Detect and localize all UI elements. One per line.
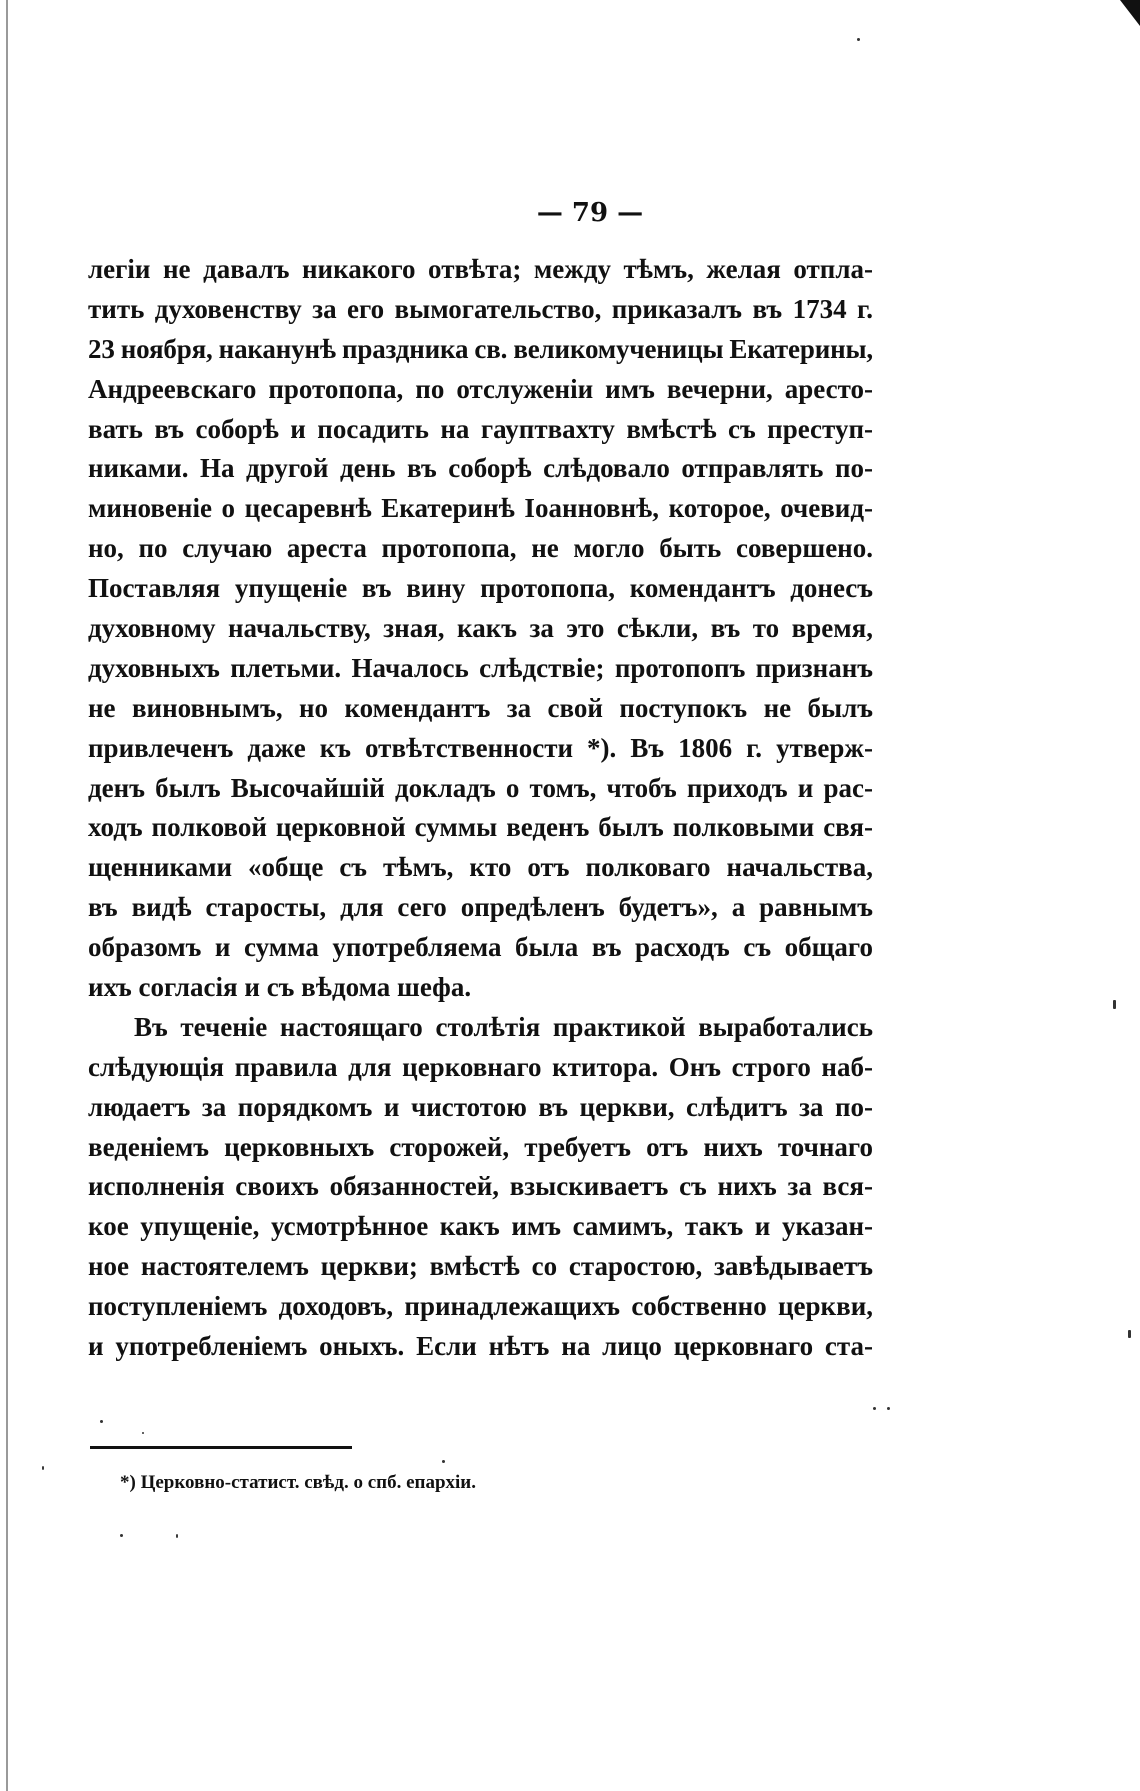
text-line: слѣдующія правила для церковнаго ктитора. Онъ строго наб-: [88, 1051, 873, 1082]
scan-speck: [142, 1432, 144, 1434]
scan-speck: [42, 1466, 44, 1470]
text-line: ходъ полковой церковной суммы веденъ былъ полковыми свя-: [88, 812, 873, 843]
scan-speck: [100, 1420, 103, 1423]
text-line: не виновнымъ, но комендантъ за свой поступокъ не былъ: [88, 692, 873, 723]
text-line: кое упущеніе, усмотрѣнное какъ имъ самимъ, такъ и указан-: [88, 1211, 873, 1242]
text-line: веденіемъ церковныхъ сторожей, требуетъ отъ нихъ точнаго: [88, 1131, 873, 1162]
text-line: вать въ соборѣ и посадить на гауптвахту вмѣстѣ съ преступ-: [88, 413, 873, 444]
text-line: Андреевскаго протопопа, по отслуженіи имъ вечерни, аресто-: [88, 373, 873, 404]
text-line: ихъ согласія и съ вѣдома шефа.: [88, 972, 472, 1003]
scan-speck: [120, 1534, 123, 1537]
corner-mark: [1120, 0, 1140, 26]
footnote: *) Церковно-статист. свѣд. о спб. епархіи.: [120, 1472, 476, 1493]
text-line: въ видѣ старосты, для сего опредѣленъ будетъ», а равнымъ: [88, 892, 873, 923]
text-line: привлеченъ даже къ отвѣтственности *). Въ 1806 г. утверж-: [88, 732, 873, 763]
text-line: Въ теченіе настоящаго столѣтія практикой выработались: [134, 1011, 873, 1042]
footnote-divider: [90, 1446, 352, 1449]
scan-speck: [873, 1407, 876, 1410]
text-line: ное настоятелемъ церкви; вмѣстѣ со старостою, завѣдываетъ: [88, 1251, 873, 1282]
text-line: 23 ноября, наканунѣ праздника св. великомученицы Екатерины,: [88, 333, 873, 364]
text-line: легіи не давалъ никакого отвѣта; между тѣмъ, желая отпла-: [88, 254, 873, 284]
text-line: щенниками «обще съ тѣмъ, кто отъ полковаго начальства,: [88, 852, 873, 883]
text-line: людаетъ за порядкомъ и чистотою въ церкви, слѣдитъ за по-: [88, 1091, 873, 1122]
text-line: и употребленіемъ оныхъ. Если нѣтъ на лицо церковнаго ста-: [88, 1331, 873, 1362]
text-line: но, по случаю ареста протопопа, не могло быть совершено.: [88, 533, 873, 564]
text-line: денъ былъ Высочайшій докладъ о томъ, чтобъ приходъ и рас-: [88, 772, 873, 803]
body-text: [88, 250, 873, 1367]
page-edge: [6, 0, 8, 1791]
scan-speck: [857, 38, 860, 41]
text-line: поступленіемъ доходовъ, принадлежащихъ собственно церкви,: [88, 1291, 873, 1322]
text-line: Поставляя упущеніе въ вину протопопа, комендантъ донесъ: [88, 573, 873, 604]
scan-speck: [442, 1460, 445, 1463]
text-line: духовныхъ плетьми. Началось слѣдствіе; протопопъ признанъ: [88, 652, 873, 683]
page-number: — 79 —: [536, 198, 644, 228]
scan-speck: [887, 1407, 890, 1410]
text-line: духовному начальству, зная, какъ за это сѣкли, въ то время,: [88, 613, 873, 644]
text-line: исполненія своихъ обязанностей, взыскиваетъ съ нихъ за вся-: [88, 1171, 873, 1202]
text-line: миновеніе о цесаревнѣ Екатеринѣ Іоанновнѣ, которое, очевид-: [88, 493, 873, 524]
text-line: образомъ и сумма употребляема была въ расходъ съ общаго: [88, 932, 873, 963]
scan-speck: [176, 1534, 178, 1538]
scan-speck: [1128, 1330, 1131, 1338]
text-line: никами. На другой день въ соборѣ слѣдовало отправлять по-: [88, 453, 873, 484]
text-line: тить духовенству за его вымогательство, приказалъ въ 1734 г.: [88, 293, 873, 324]
scan-speck: [1113, 1000, 1116, 1009]
